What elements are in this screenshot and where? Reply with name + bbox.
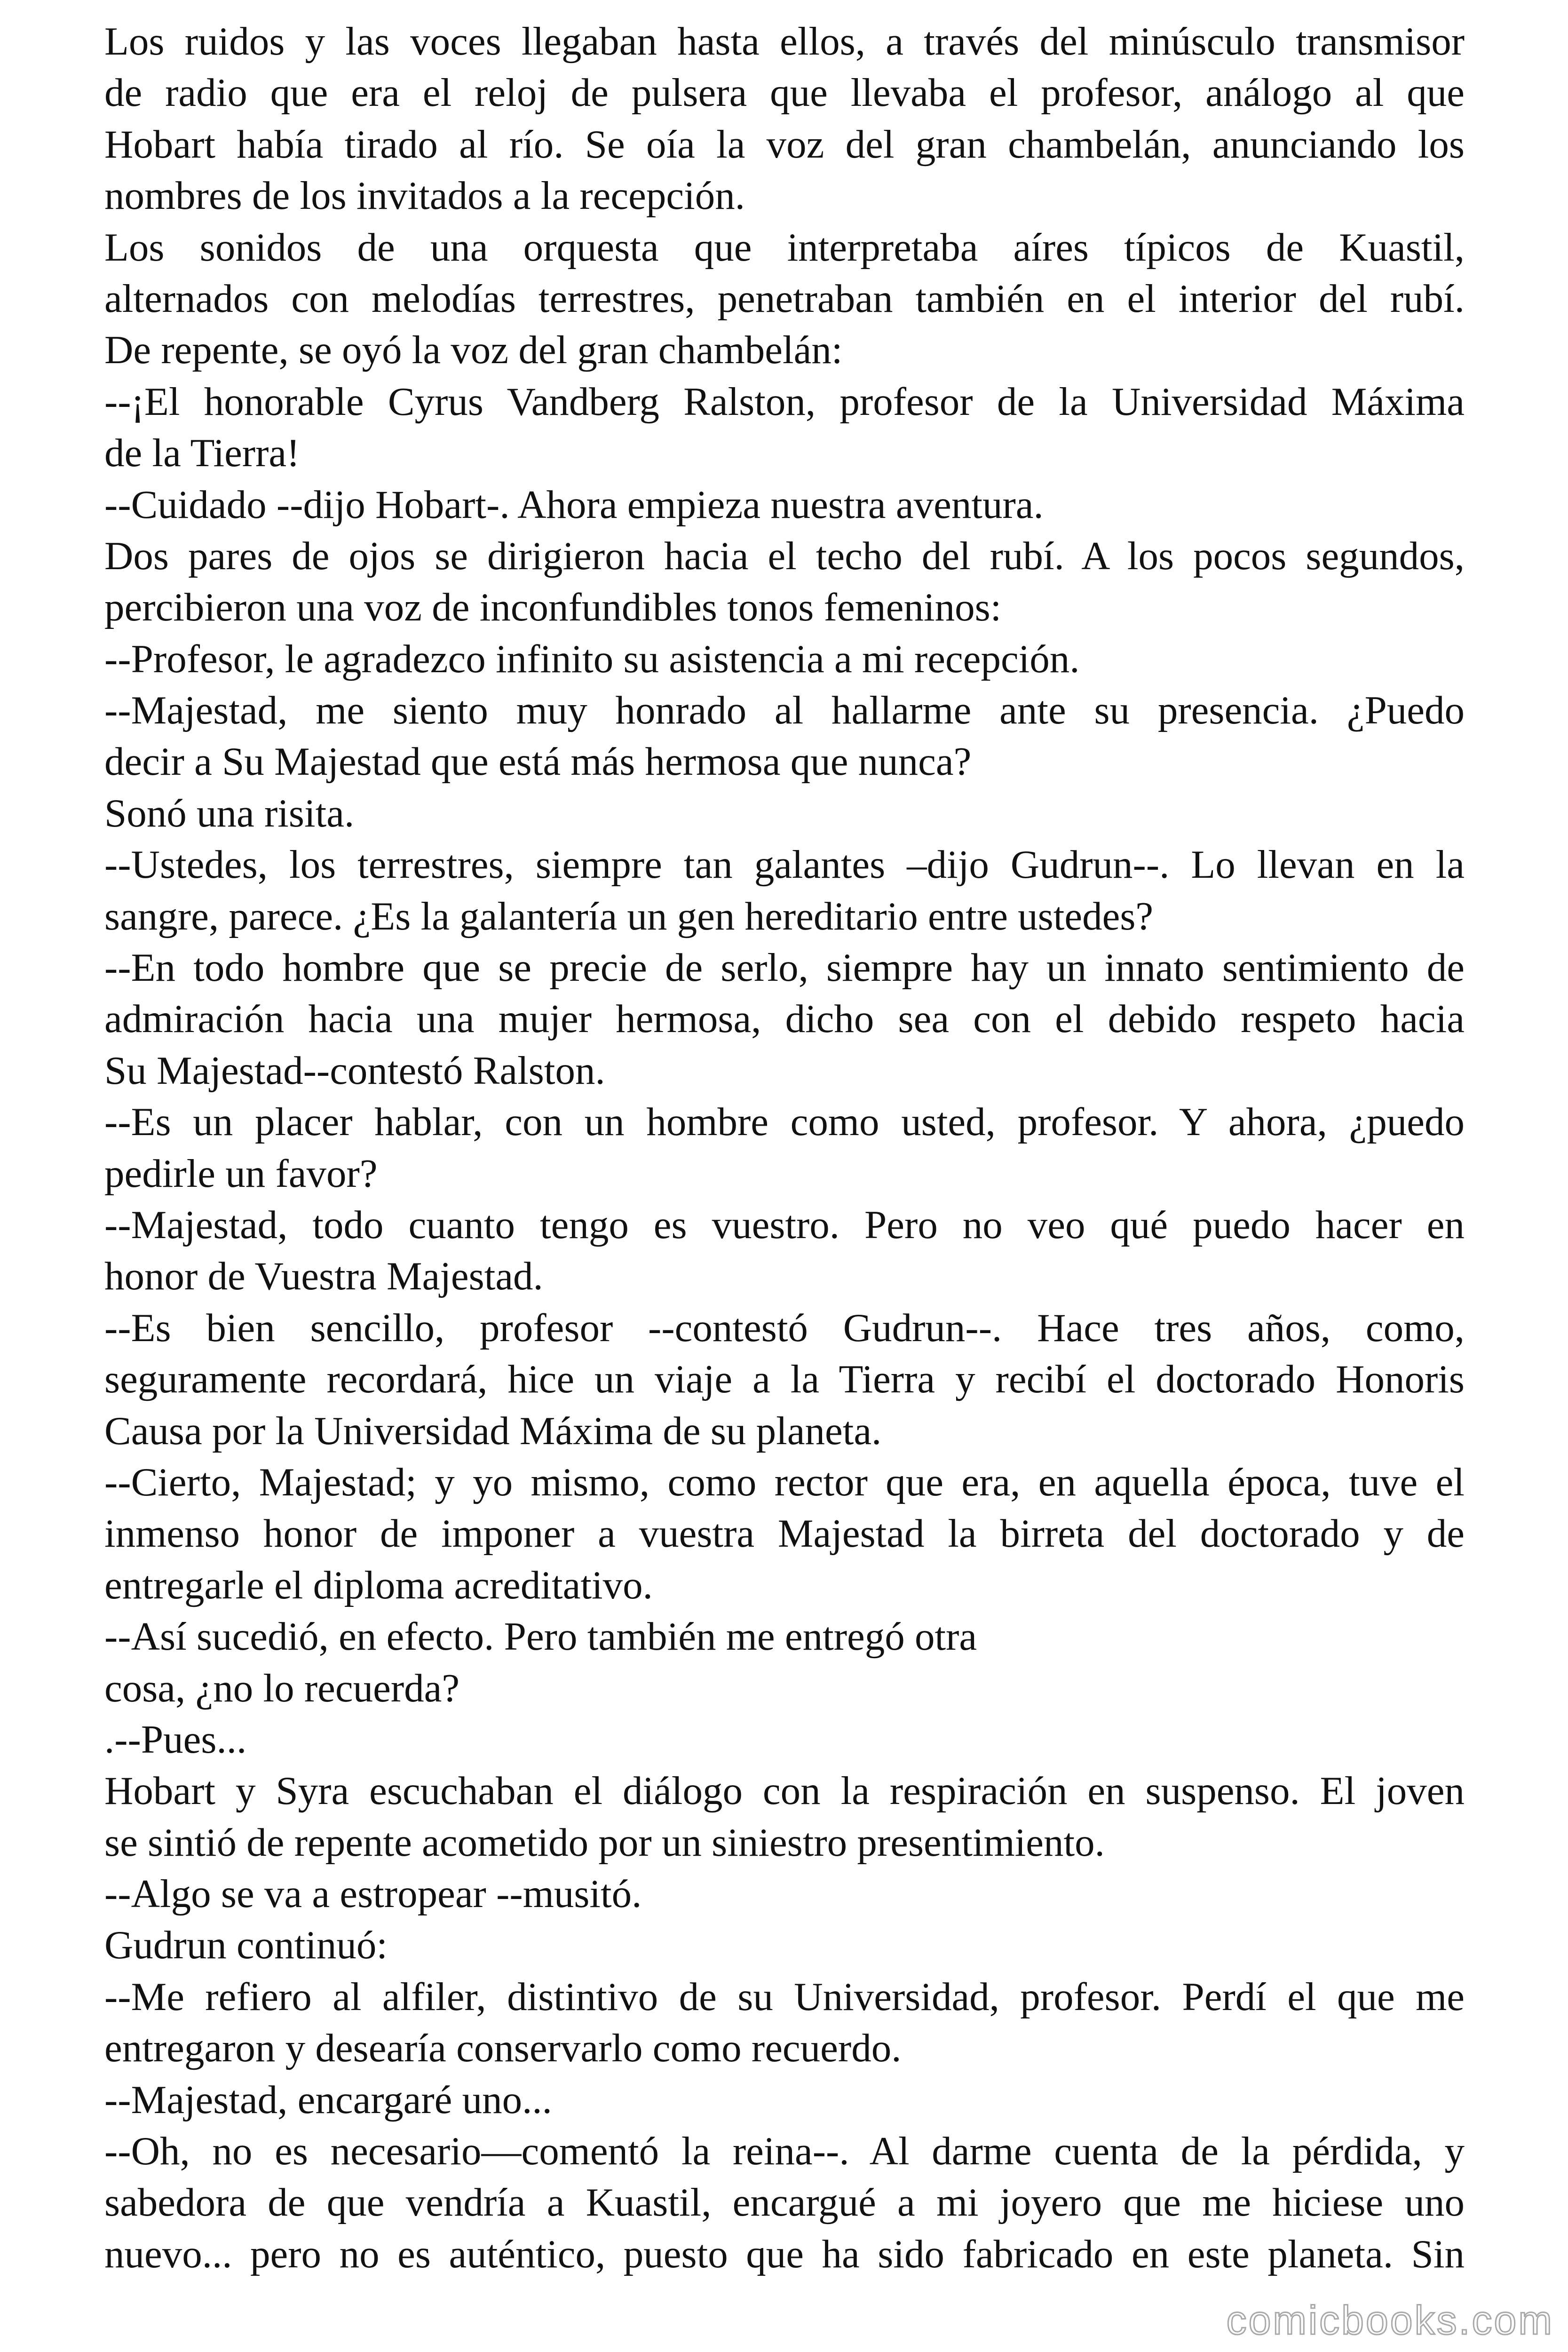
text-line: --Oh, no es necesario—comentó la reina--. Al darme cuenta de la pérdida, y [104, 2129, 1465, 2174]
text-line: Los sonidos de una orquesta que interpretaba aíres típicos de Kuastil, [104, 225, 1465, 270]
text-line: de la Tierra! [104, 431, 300, 476]
text-line: --Me refiero al alfiler, distintivo de su Universidad, profesor. Perdí el que me [104, 1974, 1465, 2019]
text-line: .--Pues... [104, 1717, 247, 1762]
text-line: --Profesor, le agradezco infinito su asistencia a mi recepción. [104, 636, 1080, 681]
text-line: se sintió de repente acometido por un siniestro presentimiento. [104, 1820, 1105, 1865]
text-line: --Ustedes, los terrestres, siempre tan galantes –dijo Gudrun--. Lo llevan en la [104, 842, 1465, 887]
text-line: entregarle el diploma acreditativo. [104, 1563, 653, 1607]
text-line: --En todo hombre que se precie de serlo, siempre hay un innato sentimiento de [104, 946, 1465, 990]
body-text [104, 16, 1465, 2280]
text-line: Su Majestad--contestó Ralston. [104, 1048, 605, 1093]
text-line: sangre, parece. ¿Es la galantería un gen hereditario entre ustedes? [104, 894, 1154, 938]
text-line: --Majestad, encargaré uno... [104, 2077, 552, 2122]
text-line: --Majestad, todo cuanto tengo es vuestro. Pero no veo qué puedo hacer en [104, 1202, 1465, 1247]
text-line: Hobart había tirado al río. Se oía la voz del gran chambelán, anunciando los [104, 122, 1465, 167]
text-line: --Es bien sencillo, profesor --contestó Gudrun--. Hace tres años, como, [104, 1305, 1465, 1350]
text-line: alternados con melodías terrestres, penetraban también en el interior del rubí. [104, 276, 1465, 321]
text-line: pedirle un favor? [104, 1151, 378, 1196]
text-line: --Cierto, Majestad; y yo mismo, como rector que era, en aquella época, tuve el [104, 1460, 1465, 1504]
text-line: de radio que era el reloj de pulsera que llevaba el profesor, análogo al que [104, 71, 1465, 115]
text-line: --Así sucedió, en efecto. Pero también me entregó otra [104, 1614, 977, 1659]
text-line: cosa, ¿no lo recuerda? [104, 1666, 460, 1710]
text-line: --Cuidado --dijo Hobart-. Ahora empieza nuestra aventura. [104, 482, 1044, 527]
text-line: sabedora de que vendría a Kuastil, encargué a mi joyero que me hiciese uno [104, 2180, 1465, 2225]
text-line: --¡El honorable Cyrus Vandberg Ralston, profesor de la Universidad Máxima [104, 379, 1465, 424]
text-line: Hobart y Syra escuchaban el diálogo con la respiración en suspenso. El joven [104, 1769, 1465, 1813]
text-line: percibieron una voz de inconfundibles tonos femeninos: [104, 585, 1002, 630]
text-line: nombres de los invitados a la recepción. [104, 174, 745, 218]
text-line: honor de Vuestra Majestad. [104, 1254, 543, 1299]
text-line: inmenso honor de imponer a vuestra Majestad la birreta del doctorado y de [104, 1511, 1465, 1556]
watermark: comicbooks.com [1226, 2298, 1554, 2343]
text-line: Los ruidos y las voces llegaban hasta ellos, a través del minúsculo transmisor [104, 19, 1465, 64]
text-line: nuevo... pero no es auténtico, puesto que ha sido fabricado en este planeta. Sin [104, 2232, 1465, 2276]
text-line: entregaron y desearía conservarlo como recuerdo. [104, 2026, 902, 2071]
text-line: --Algo se va a estropear --musitó. [104, 1872, 642, 1916]
text-line: decir a Su Majestad que está más hermosa que nunca? [104, 739, 972, 784]
text-line: --Es un placer hablar, con un hombre como usted, profesor. Y ahora, ¿puedo [104, 1100, 1465, 1144]
text-line: seguramente recordará, hice un viaje a la Tierra y recibí el doctorado Honoris [104, 1357, 1465, 1402]
text-line: admiración hacia una mujer hermosa, dicho sea con el debido respeto hacia [104, 997, 1465, 1041]
text-line: Causa por la Universidad Máxima de su planeta. [104, 1408, 882, 1453]
text-line: Sonó una risita. [104, 791, 355, 835]
text-line: Gudrun continuó: [104, 1923, 388, 1968]
text-line: Dos pares de ojos se dirigieron hacia el techo del rubí. A los pocos segundos, [104, 533, 1465, 578]
text-line: De repente, se oyó la voz del gran chambelán: [104, 328, 843, 373]
text-line: --Majestad, me siento muy honrado al hallarme ante su presencia. ¿Puedo [104, 688, 1465, 733]
